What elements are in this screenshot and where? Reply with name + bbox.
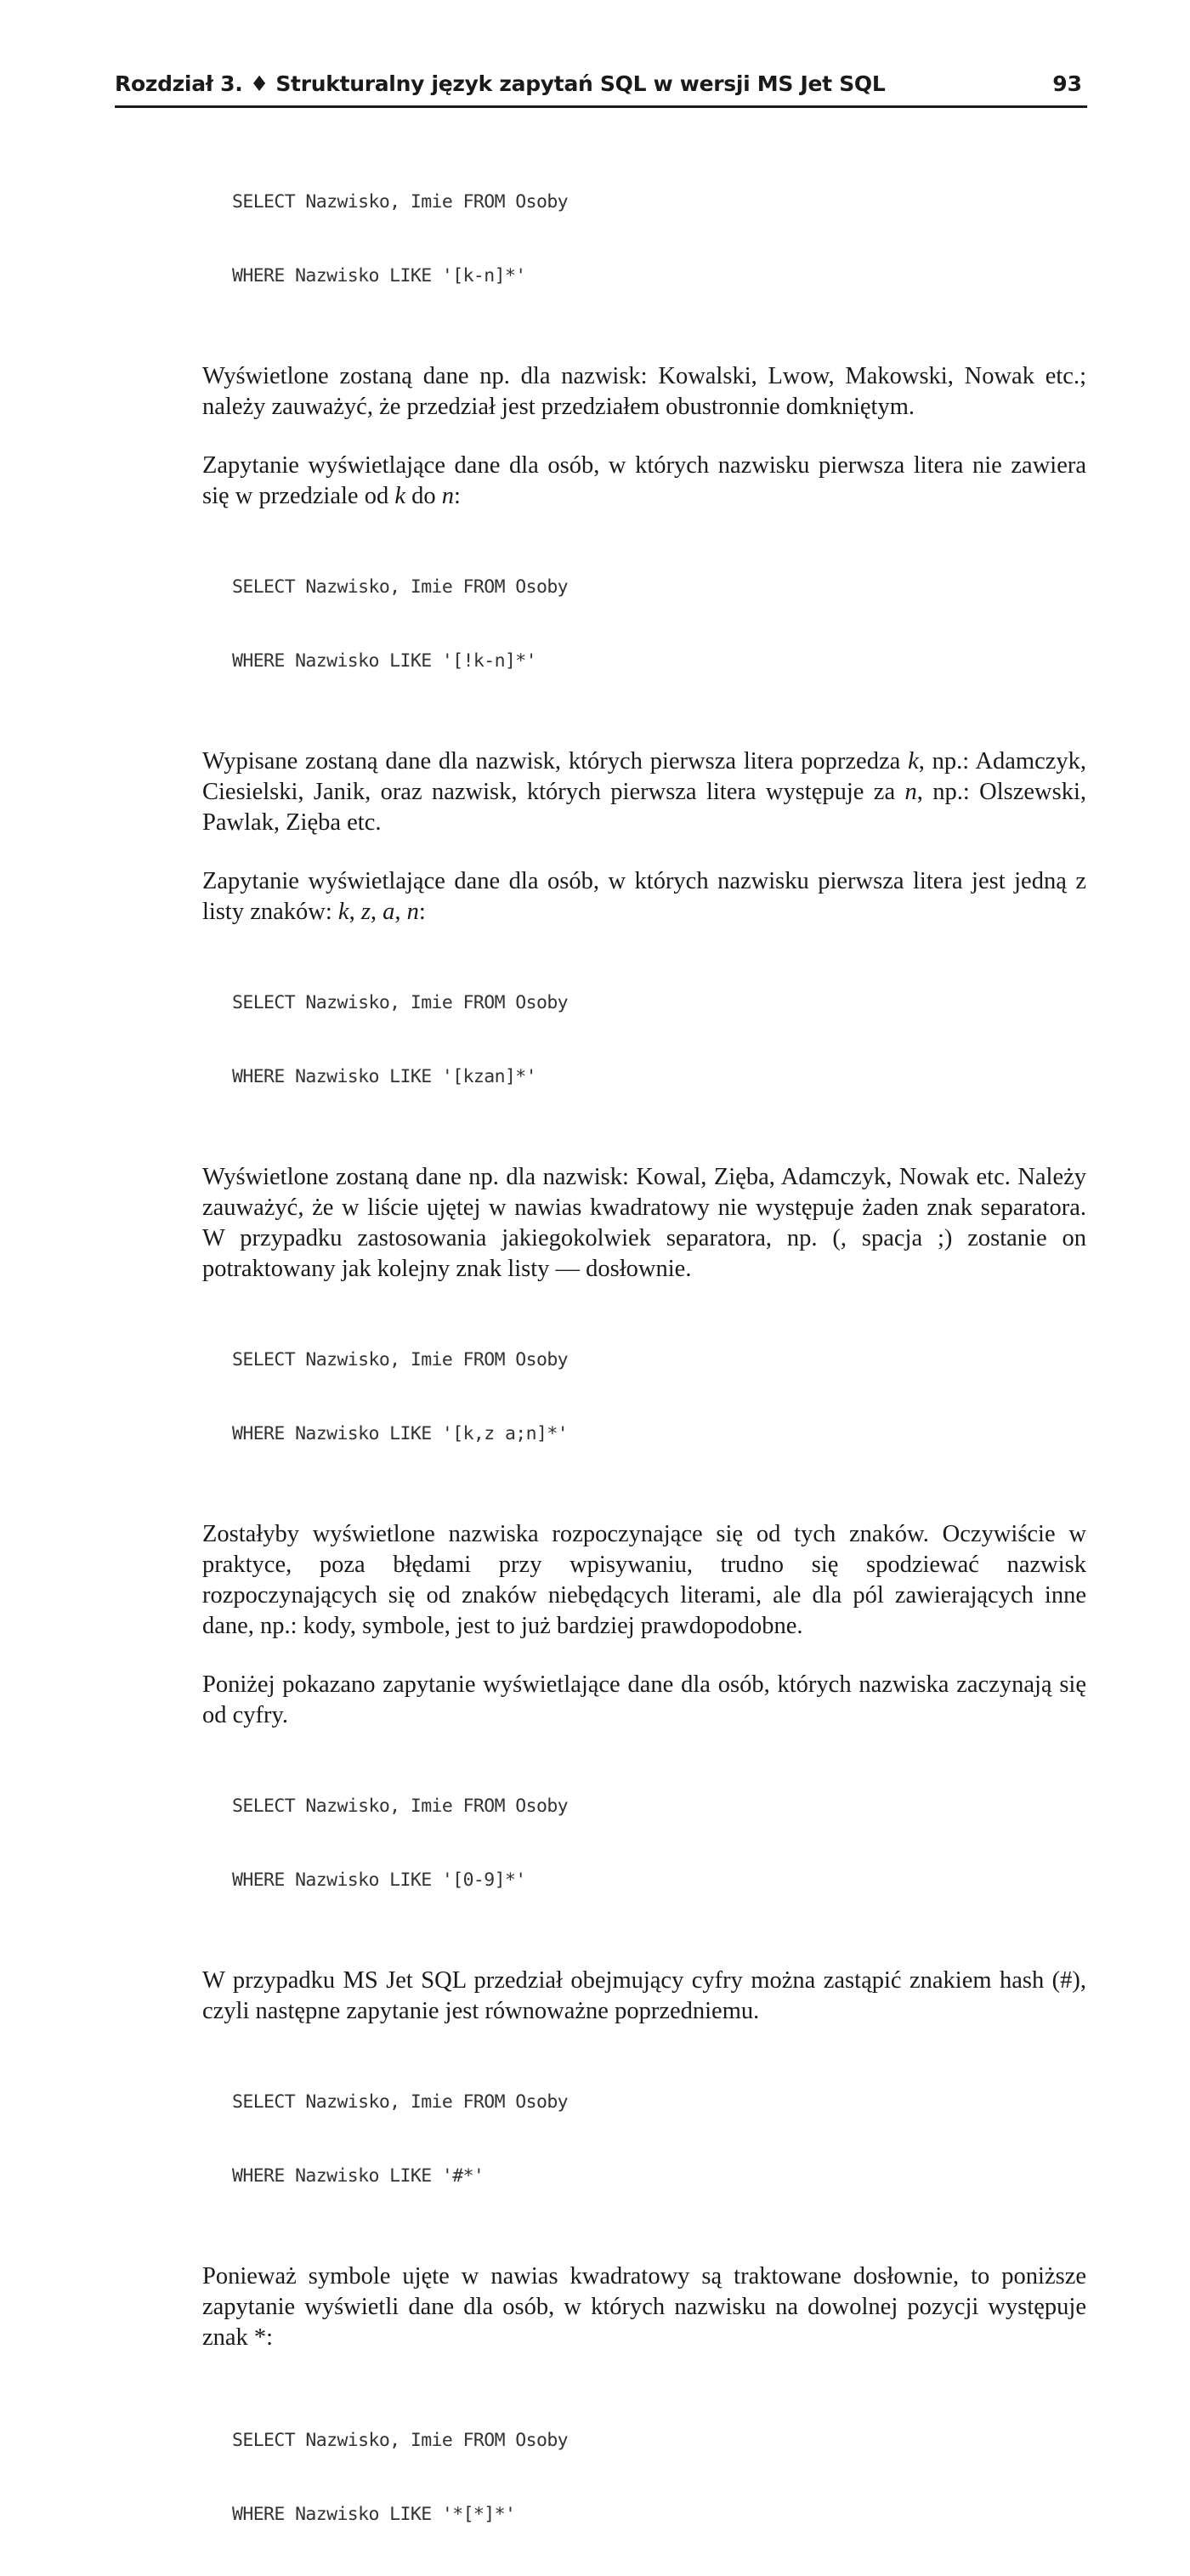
code-line: WHERE Nazwisko LIKE '[kzan]*' (232, 1066, 536, 1087)
italic-letter: n (441, 483, 454, 509)
running-header (115, 71, 1087, 108)
code-line: WHERE Nazwisko LIKE '#*' (232, 2165, 484, 2187)
paragraph: Zostałyby wyświetlone nazwiska rozpoczynające się od tych znaków. Oczywiście w praktyce, poza błędami przy wpisywaniu, trudno się spodziewać nazwisk rozpoczynających się od znaków niebędących literami, ale dla pól zawierających inne dane, np.: kody, symbole, jest to już bardziej prawdopodobne. (202, 1521, 1086, 1639)
paragraph: Wyświetlone zostaną dane np. dla nazwisk: Kowal, Zięba, Adamczyk, Nowak etc. Należy zauważyć, że w liście ujętej w nawias kwadratowy nie występuje żaden znak separatora. W przypadku zastosowania jakiegokolwiek separatora, np. (, spacja ;) zostanie on potraktowany jak kolejny znak listy — dosłownie. (202, 1164, 1086, 1282)
code-line: WHERE Nazwisko LIKE '[0-9]*' (232, 1870, 526, 1891)
paragraph: Wypisane zostaną dane dla nazwisk, których pierwsza litera poprzedza k, np.: Adamczyk, Ciesielski, Janik, oraz nazwisk, których pierwsza litera występuje za n, np.: Olszewski, Pawlak, Zięba etc. (202, 748, 1087, 836)
code-line: SELECT Nazwisko, Imie FROM Osoby (232, 576, 569, 598)
italic-letter: k (394, 483, 405, 509)
italic-letter: n (406, 899, 419, 925)
code-line: SELECT Nazwisko, Imie FROM Osoby (232, 2430, 569, 2451)
code-block (232, 2040, 1086, 2238)
code-line: WHERE Nazwisko LIKE '*[*]*' (232, 2504, 516, 2525)
paragraph: Ponieważ symbole ujęte w nawias kwadratowy są traktowane dosłownie, to poniższe zapytanie wyświetli dane dla osób, w których nazwisku na dowolnej pozycji występuje znak *: (202, 2263, 1086, 2351)
code-block (232, 1298, 1086, 1495)
page-content (202, 140, 1086, 2576)
italic-letter: a (382, 899, 395, 925)
italic-letter: z (360, 899, 371, 925)
paragraph: Poniżej pokazano zapytanie wyświetlające dane dla osób, których nazwiska zaczynają się od cyfry. (202, 1671, 1086, 1728)
running-title: Rozdział 3. ♦ Strukturalny język zapytań SQL w wersji MS Jet SQL (115, 71, 886, 96)
code-block (232, 2379, 1086, 2576)
italic-letter: n (904, 779, 917, 805)
italic-letter: k (908, 748, 919, 775)
code-line: WHERE Nazwisko LIKE '[!k-n]*' (232, 650, 536, 672)
code-line: SELECT Nazwisko, Imie FROM Osoby (232, 2091, 569, 2113)
code-line: SELECT Nazwisko, Imie FROM Osoby (232, 191, 569, 213)
code-line: WHERE Nazwisko LIKE '[k,z a;n]*' (232, 1423, 569, 1444)
code-line: SELECT Nazwisko, Imie FROM Osoby (232, 1349, 569, 1370)
code-block (232, 941, 1086, 1138)
code-line: SELECT Nazwisko, Imie FROM Osoby (232, 1796, 569, 1817)
code-line: SELECT Nazwisko, Imie FROM Osoby (232, 992, 569, 1013)
paragraph: Wyświetlone zostaną dane np. dla nazwisk: Kowalski, Lwow, Makowski, Nowak etc.; należy zauważyć, że przedział jest przedziałem obustronnie domkniętym. (202, 363, 1086, 420)
code-line: WHERE Nazwisko LIKE '[k-n]*' (232, 265, 526, 287)
paragraph: W przypadku MS Jet SQL przedział obejmujący cyfry można zastąpić znakiem hash (#), czyli następne zapytanie jest równoważne poprzedniemu. (202, 1967, 1086, 2024)
paragraph: Zapytanie wyświetlające dane dla osób, w których nazwisku pierwsza litera nie zawiera się w przedziale od k do n: (202, 452, 1086, 509)
paragraph: Zapytanie wyświetlające dane dla osób, w których nazwisku pierwsza litera jest jedną z listy znaków: k, z, a, n: (202, 868, 1086, 925)
code-block (232, 525, 1086, 723)
code-block (232, 1745, 1086, 1942)
page-number: 93 (1052, 71, 1082, 96)
code-block (232, 140, 1086, 338)
italic-letter: k (337, 899, 349, 925)
